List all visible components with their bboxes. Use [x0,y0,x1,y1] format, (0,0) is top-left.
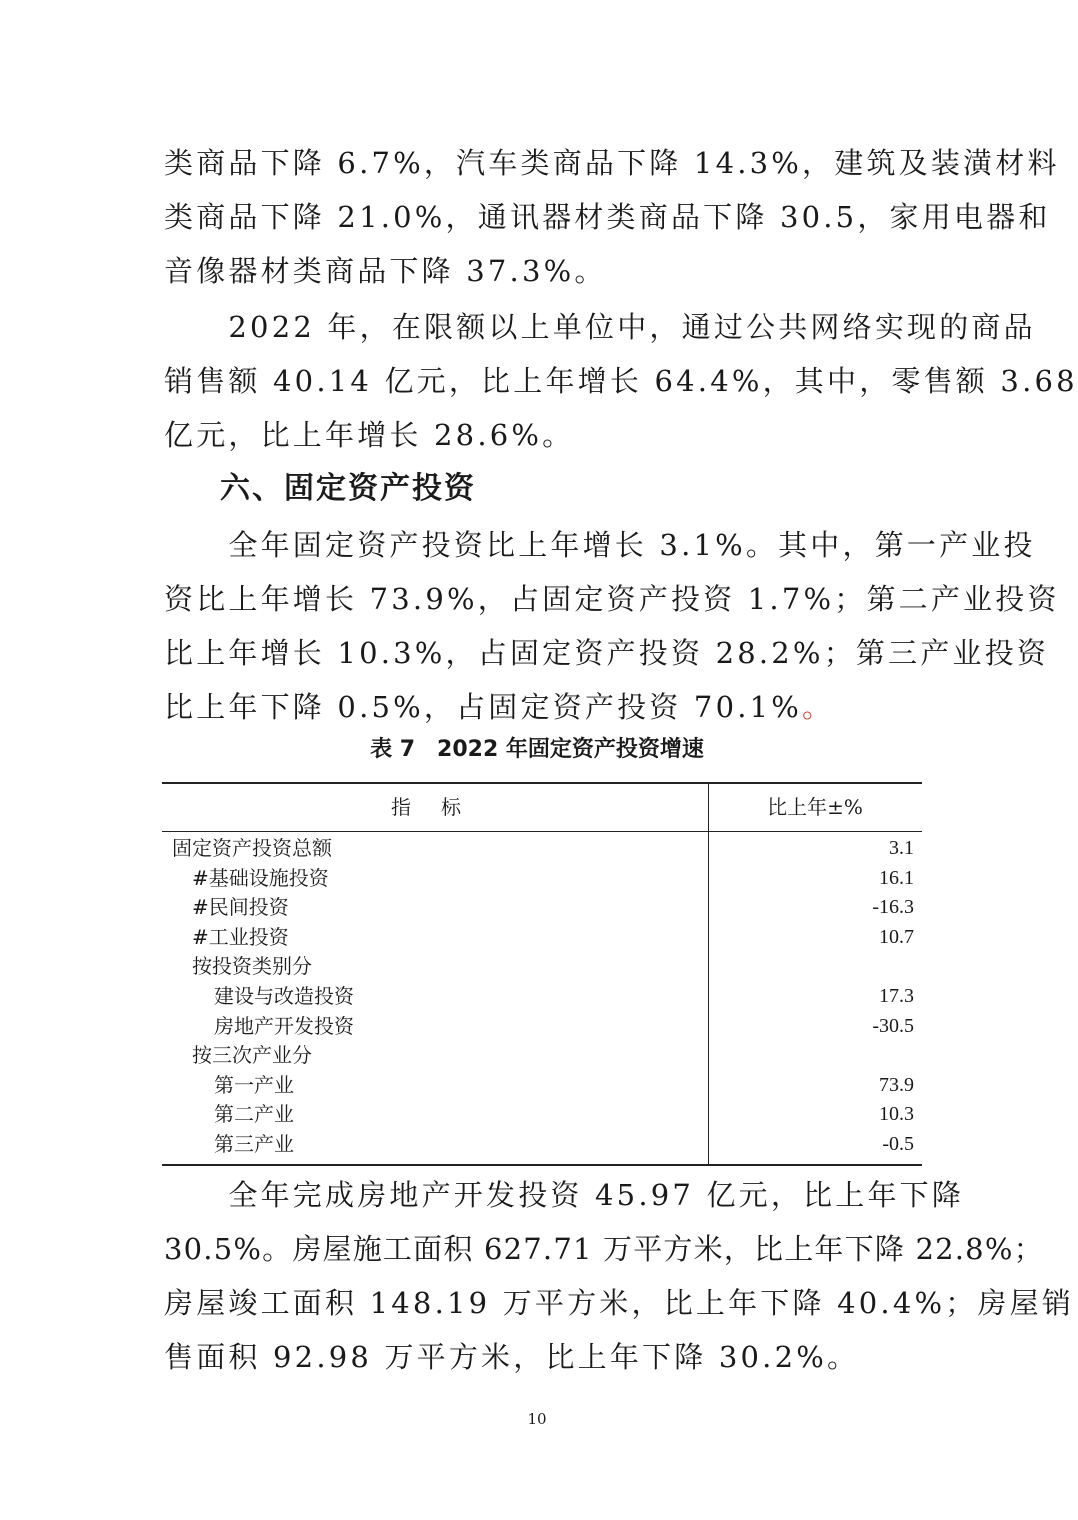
text-line: 资比上年增长 73.9%，占固定资产投资 1.7%；第二产业投资 [164,582,1060,616]
investment-growth-table [162,782,922,1166]
text-line: 销售额 40.14 亿元，比上年增长 64.4%，其中，零售额 3.68 [164,364,1078,398]
row-value: -0.5 [882,1132,914,1155]
table-bottom-rule [162,1164,922,1166]
row-label: 房地产开发投资 [214,1013,354,1038]
row-label: 按三次产业分 [192,1043,312,1068]
paragraph-online-sales [164,300,1078,462]
text-line [164,680,912,734]
paragraph-fixed-asset-investment [164,518,1060,734]
row-label: 第二产业 [214,1102,294,1127]
row-value: 10.3 [879,1103,914,1126]
row-label: 按投资类别分 [192,954,312,979]
table-row [162,1130,922,1160]
table-row [162,952,922,982]
row-label: 第三产业 [214,1131,294,1156]
row-value: 73.9 [879,1073,914,1096]
row-value: 10.7 [879,925,914,948]
text-line: 音像器材类商品下降 37.3%。 [164,254,607,288]
red-period-mark: 。 [802,690,835,724]
table-row [162,1071,922,1101]
paragraph-retail-categories [164,136,1060,298]
table-header-row [162,784,922,832]
paragraph-real-estate [164,1168,1075,1384]
header-change: 比上年±% [767,795,863,819]
table-row [162,1041,922,1071]
row-value: 17.3 [879,984,914,1007]
row-value: 3.1 [889,837,914,859]
table-row [162,923,922,953]
table-title: 表 7 2022 年固定资产投资增速 [370,737,704,762]
row-value: -30.5 [872,1014,914,1037]
text-line: 比上年增长 10.3%，占固定资产投资 28.2%；第三产业投资 [164,636,1050,670]
row-label: 固定资产投资总额 [172,836,332,860]
text-line: 全年固定资产投资比上年增长 3.1%。其中，第一产业投 [164,528,1036,562]
row-label: #基础设施投资 [192,865,329,890]
text-line-body: 比上年下降 0.5%，占固定资产投资 70.1% [164,690,803,724]
table-row [162,1012,922,1042]
row-value: 16.1 [879,866,914,889]
text-line: 售面积 92.98 万平方米，比上年下降 30.2%。 [164,1340,860,1374]
row-label: #工业投资 [192,924,289,949]
header-indicator: 指标 [391,795,491,819]
table-row [162,1100,922,1130]
table-row [162,893,922,923]
row-label: 第一产业 [214,1072,294,1097]
text-line: 全年完成房地产开发投资 45.97 亿元，比上年下降 [164,1178,965,1212]
row-label: 建设与改造投资 [214,983,354,1008]
text-line: 房屋竣工面积 148.19 万平方米，比上年下降 40.4%；房屋销 [164,1286,1075,1320]
page-number: 10 [527,1410,547,1428]
text-line: 类商品下降 21.0%，通讯器材类商品下降 30.5，家用电器和 [164,200,1051,234]
text-line: 30.5%。房屋施工面积 627.71 万平方米，比上年下降 22.8%； [164,1232,1044,1266]
row-label: #民间投资 [192,895,289,920]
table-row [162,864,922,894]
table-row [162,982,922,1012]
table-body [162,832,922,1160]
text-line: 类商品下降 6.7%，汽车类商品下降 14.3%，建筑及装潢材料 [164,146,1060,180]
section-heading: 六、固定资产投资 [220,471,476,506]
table-row [162,834,922,864]
text-line: 2022 年，在限额以上单位中，通过公共网络实现的商品 [164,310,1036,344]
row-value: -16.3 [872,896,914,919]
text-line: 亿元，比上年增长 28.6%。 [164,418,575,452]
